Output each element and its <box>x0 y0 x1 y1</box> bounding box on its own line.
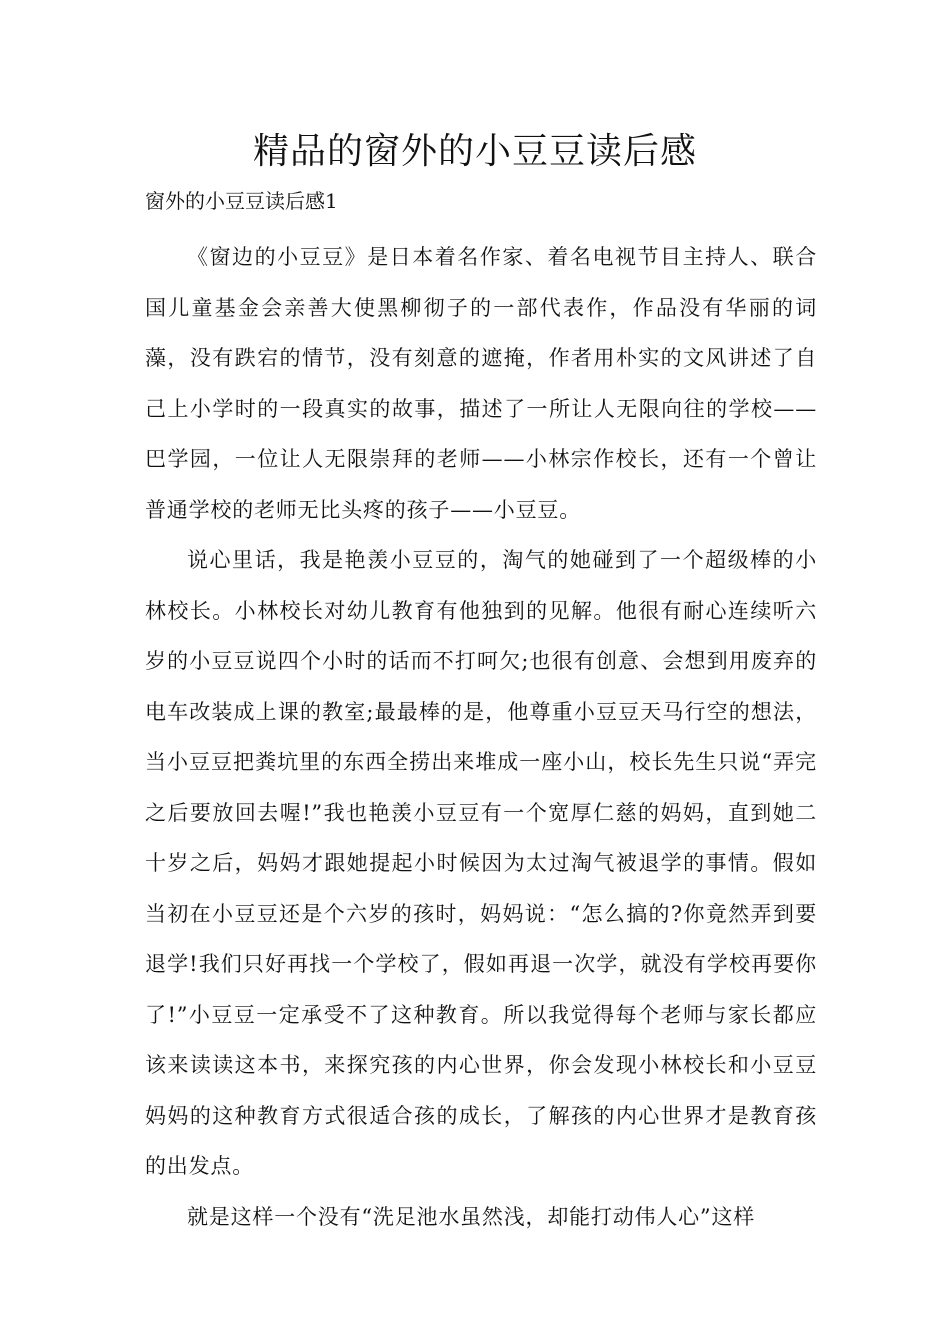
body-text <box>145 232 817 1242</box>
section-heading: 窗外的小豆豆读后感1 <box>145 189 338 213</box>
paragraph-1: 《窗边的小豆豆》是日本着名作家、着名电视节目主持人、联合国儿童基金会亲善大使黑柳彻子的一部代表作，作品没有华丽的词藻，没有跌宕的情节，没有刻意的遮掩，作者用朴实的文风讲述了自己上小学时的一段真实的故事，描述了一所让人无限向往的学校——巴学园，一位让人无限崇拜的老师——小林宗作校长，还有一个曾让普通学校的老师无比头疼的孩子——小豆豆。 <box>145 245 817 522</box>
document-title: 精品的窗外的小豆豆读后感 <box>252 131 697 172</box>
paragraph-3: 就是这样一个没有“洗足池水虽然浅，却能打动伟人心”这样 <box>187 1204 756 1229</box>
paragraph-2: 说心里话，我是艳羡小豆豆的，淘气的她碰到了一个超级棒的小林校长。小林校长对幼儿教育有他独到的见解。他很有耐心连续听六岁的小豆豆说四个小时的话而不打呵欠;也很有创意、会想到用废弃的电车改装成上课的教室;最最棒的是，他尊重小豆豆天马行空的想法，当小豆豆把粪坑里的东西全捞出来堆成一座小山，校长先生只说“弄完之后要放回去喔!”我也艳羡小豆豆有一个宽厚仁慈的妈妈，直到她二十岁之后，妈妈才跟她提起小时候因为太过淘气被退学的事情。假如当初在小豆豆还是个六岁的孩时，妈妈说：“怎么搞的?你竟然弄到要退学!我们只好再找一个学校了，假如再退一次学，就没有学校再要你了!”小豆豆一定承受不了这种教育。所以我觉得每个老师与家长都应该来读读这本书，来探究孩的内心世界，你会发现小林校长和小豆豆妈妈的这种教育方式很适合孩的成长，了解孩的内心世界才是教育孩的出发点。 <box>145 548 817 1178</box>
